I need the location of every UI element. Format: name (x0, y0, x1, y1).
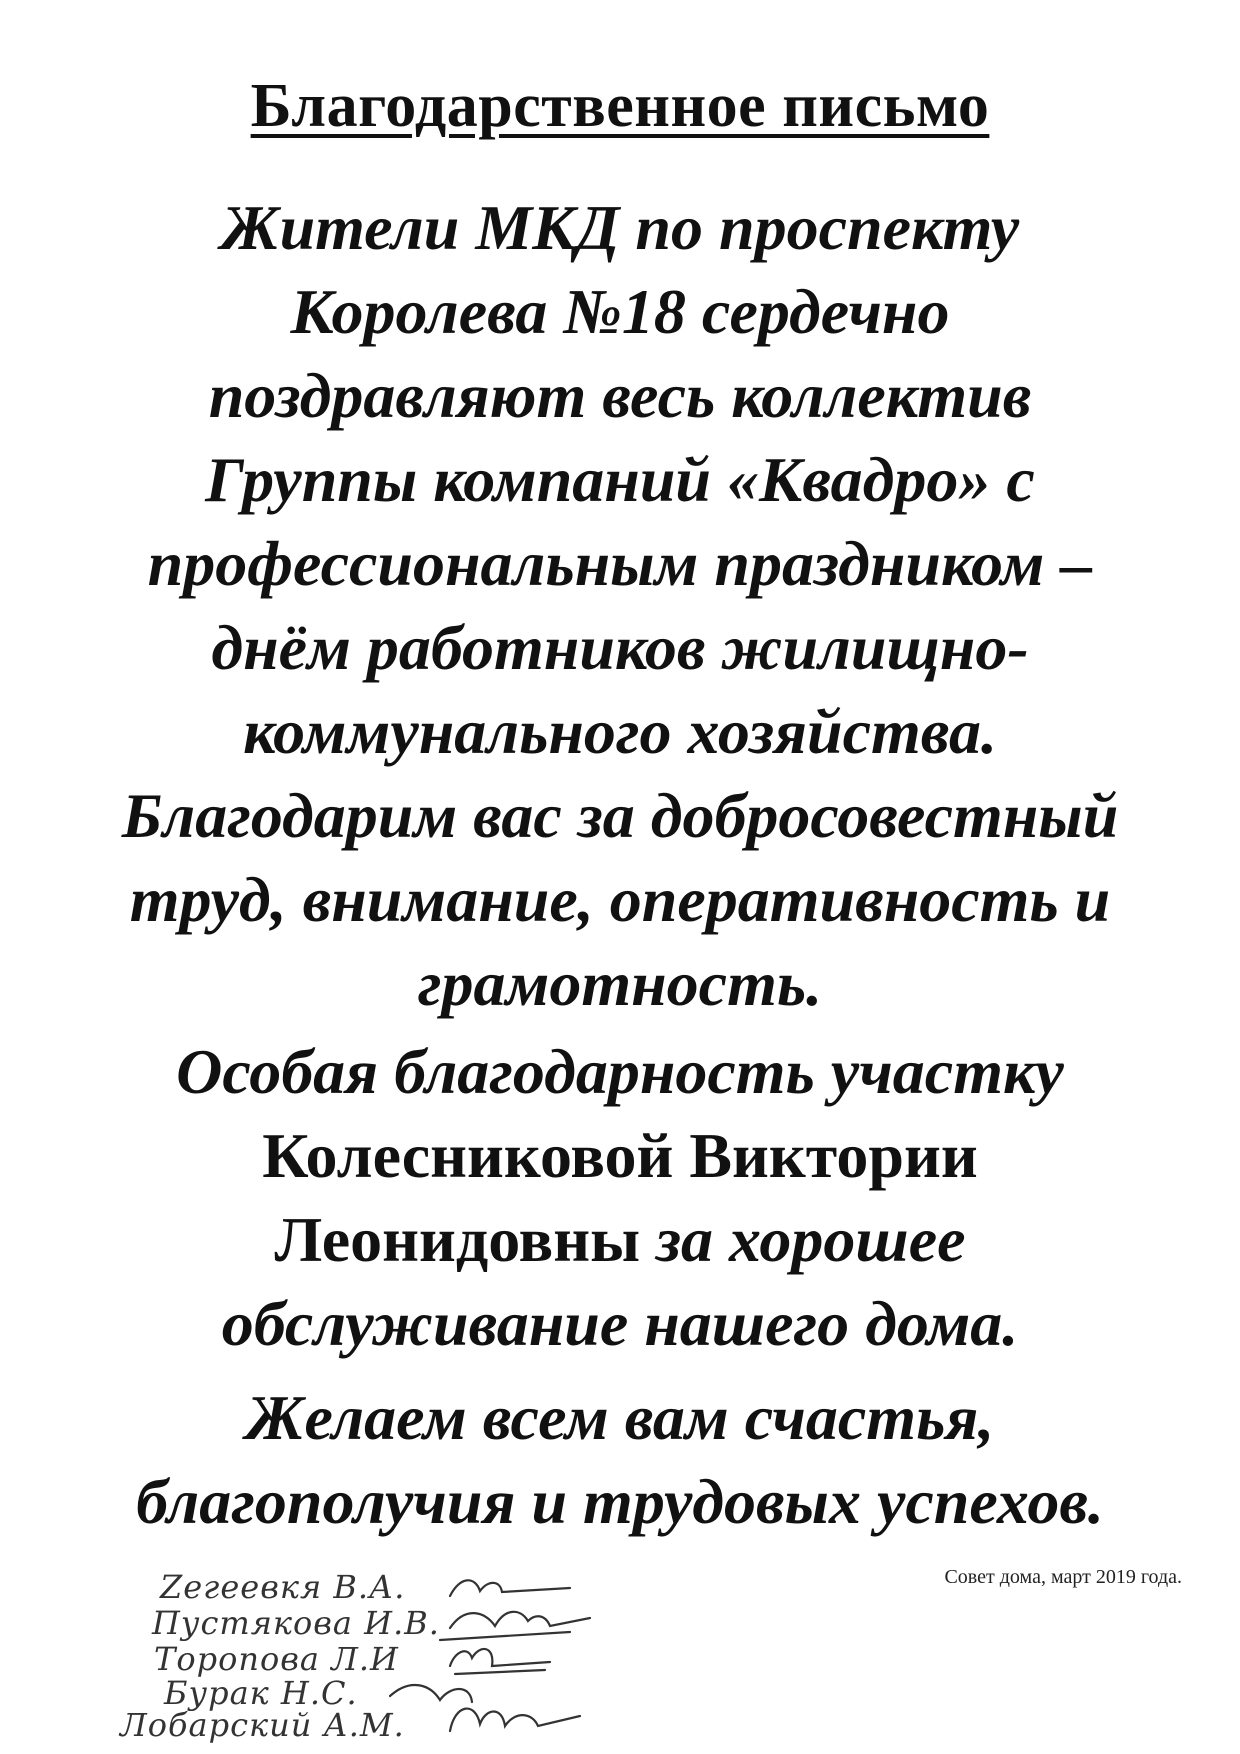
signature-name: Лобарский А.М. (120, 1706, 405, 1744)
text-line: профессиональным праздником – (147, 528, 1093, 599)
text-line: Желаем всем вам счастья, (245, 1382, 995, 1453)
text-line: Королева №18 сердечно (290, 276, 950, 347)
text-line: благополучия и трудовых успехов. (136, 1466, 1104, 1537)
handwritten-signatures-drawing (150, 1566, 710, 1746)
wishes-paragraph (40, 1376, 1200, 1544)
text-line: Группы компаний «Квадро» с (205, 444, 1035, 515)
text-line: Благодарим вас за добросовестный (121, 780, 1119, 851)
recipient-patronymic: Леонидовны (274, 1204, 641, 1275)
signature-name: Пустякова И.В. (152, 1604, 440, 1642)
text-line: обслуживание нашего дома. (221, 1288, 1019, 1359)
congratulation-paragraph (40, 186, 1200, 1026)
text-line: труд, внимание, оперативность и (129, 864, 1111, 935)
letter-title (0, 66, 1240, 146)
signature-name: Торопова Л.И (154, 1640, 399, 1678)
recipient-name-line: Колесниковой Виктории (262, 1120, 978, 1191)
signature-name: Zeгеевкя В.А. (160, 1568, 406, 1606)
text-line: поздравляют весь коллектив (208, 360, 1032, 431)
text-line: Особая благодарность участку (176, 1036, 1064, 1107)
text-line: грамотность. (417, 948, 823, 1019)
letter-title-text: Благодарственное письмо (250, 72, 990, 140)
text-line: коммунального хозяйства. (243, 696, 997, 767)
text-line (40, 1198, 1200, 1282)
text-line: днём работников жилищно- (211, 612, 1029, 683)
signatures-area (120, 1566, 710, 1746)
text-line: Жители МКД по проспекту (220, 192, 1020, 263)
text-fragment: за хорошее (656, 1204, 966, 1275)
council-signoff: Совет дома, март 2019 года. (944, 1566, 1182, 1588)
signature-name: Бурак Н.С. (164, 1674, 358, 1712)
special-thanks-paragraph (40, 1030, 1200, 1366)
